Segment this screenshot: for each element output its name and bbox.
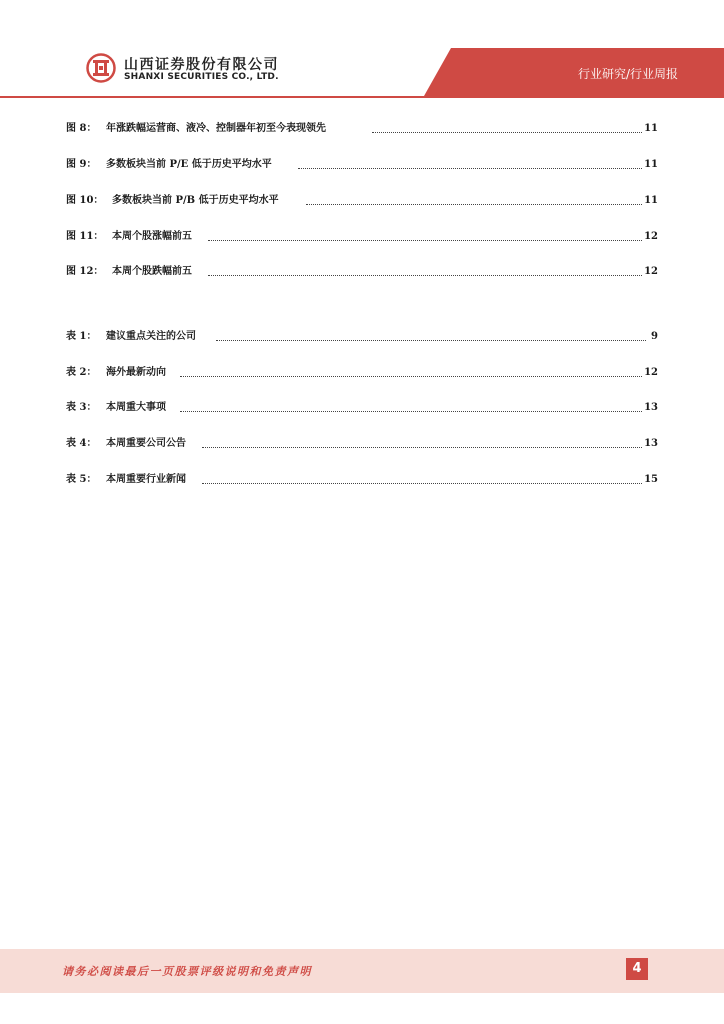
toc-page-number: 12 bbox=[644, 266, 658, 277]
toc-table-title: 建议重点关注的公司 bbox=[106, 331, 196, 342]
toc-page-number: 9 bbox=[651, 331, 658, 342]
toc-figure-row[interactable] bbox=[66, 158, 658, 172]
toc-leader-dots bbox=[180, 411, 642, 412]
toc-table-title: 本周重要公司公告 bbox=[106, 438, 186, 449]
toc-table-label: 表 1： bbox=[66, 331, 97, 342]
toc-page-number: 13 bbox=[644, 402, 658, 413]
toc-leader-dots bbox=[202, 483, 642, 484]
toc-figure-row[interactable] bbox=[66, 194, 658, 208]
company-name-en: SHANXI SECURITIES CO., LTD. bbox=[124, 72, 279, 82]
toc-table-row[interactable] bbox=[66, 401, 658, 415]
toc-table-row[interactable] bbox=[66, 330, 658, 344]
toc-page-number: 11 bbox=[644, 195, 658, 206]
toc-leader-dots bbox=[372, 132, 642, 133]
toc-leader-dots bbox=[180, 376, 642, 377]
toc-figure-row[interactable] bbox=[66, 265, 658, 279]
toc-table-row[interactable] bbox=[66, 473, 658, 487]
toc-figure-row[interactable] bbox=[66, 230, 658, 244]
toc-page-number: 12 bbox=[644, 231, 658, 242]
toc-figure-label: 图 8： bbox=[66, 123, 97, 134]
toc-page-number: 13 bbox=[644, 438, 658, 449]
toc-table-title: 海外最新动向 bbox=[106, 367, 166, 378]
toc-figure-title: 多数板块当前 P/E 低于历史平均水平 bbox=[106, 159, 272, 170]
toc-table-label: 表 2： bbox=[66, 367, 97, 378]
toc-table-title: 本周重大事项 bbox=[106, 402, 166, 413]
toc-table-label: 表 5： bbox=[66, 474, 97, 485]
toc-figure-title: 多数板块当前 P/B 低于历史平均水平 bbox=[112, 195, 279, 206]
toc-figure-title: 本周个股跌幅前五 bbox=[112, 266, 192, 277]
toc-table-row[interactable] bbox=[66, 437, 658, 451]
toc-leader-dots bbox=[216, 340, 646, 341]
header-rule bbox=[0, 96, 724, 98]
toc-leader-dots bbox=[298, 168, 642, 169]
toc-page-number: 12 bbox=[644, 367, 658, 378]
toc-figure-label: 图 9： bbox=[66, 159, 97, 170]
toc-page-number: 15 bbox=[644, 474, 658, 485]
toc-table-row[interactable] bbox=[66, 366, 658, 380]
page-header bbox=[0, 0, 724, 100]
company-name-cn: 山西证券股份有限公司 bbox=[124, 57, 279, 73]
toc-figure-label: 图 11： bbox=[66, 231, 104, 242]
toc-figure-label: 图 10： bbox=[66, 195, 104, 206]
toc-figure-row[interactable] bbox=[66, 122, 658, 136]
toc-figure-label: 图 12： bbox=[66, 266, 104, 277]
toc-table-label: 表 4： bbox=[66, 438, 97, 449]
page-number-badge: 4 bbox=[626, 958, 648, 980]
toc-figure-title: 本周个股涨幅前五 bbox=[112, 231, 192, 242]
company-logo-icon bbox=[86, 53, 116, 83]
toc-table-label: 表 3： bbox=[66, 402, 97, 413]
report-type-label: 行业研究/行业周报 bbox=[577, 67, 678, 81]
toc-leader-dots bbox=[202, 447, 642, 448]
toc-leader-dots bbox=[208, 240, 642, 241]
toc-leader-dots bbox=[208, 275, 642, 276]
toc-figure-title: 年涨跌幅运营商、液冷、控制器年初至今表现领先 bbox=[106, 123, 326, 134]
toc-page-number: 11 bbox=[644, 123, 658, 134]
toc-page-number: 11 bbox=[644, 159, 658, 170]
header-banner bbox=[424, 48, 724, 96]
footer-disclaimer: 请务必阅读最后一页股票评级说明和免责声明 bbox=[62, 965, 312, 978]
toc-table-title: 本周重要行业新闻 bbox=[106, 474, 186, 485]
toc-leader-dots bbox=[306, 204, 642, 205]
